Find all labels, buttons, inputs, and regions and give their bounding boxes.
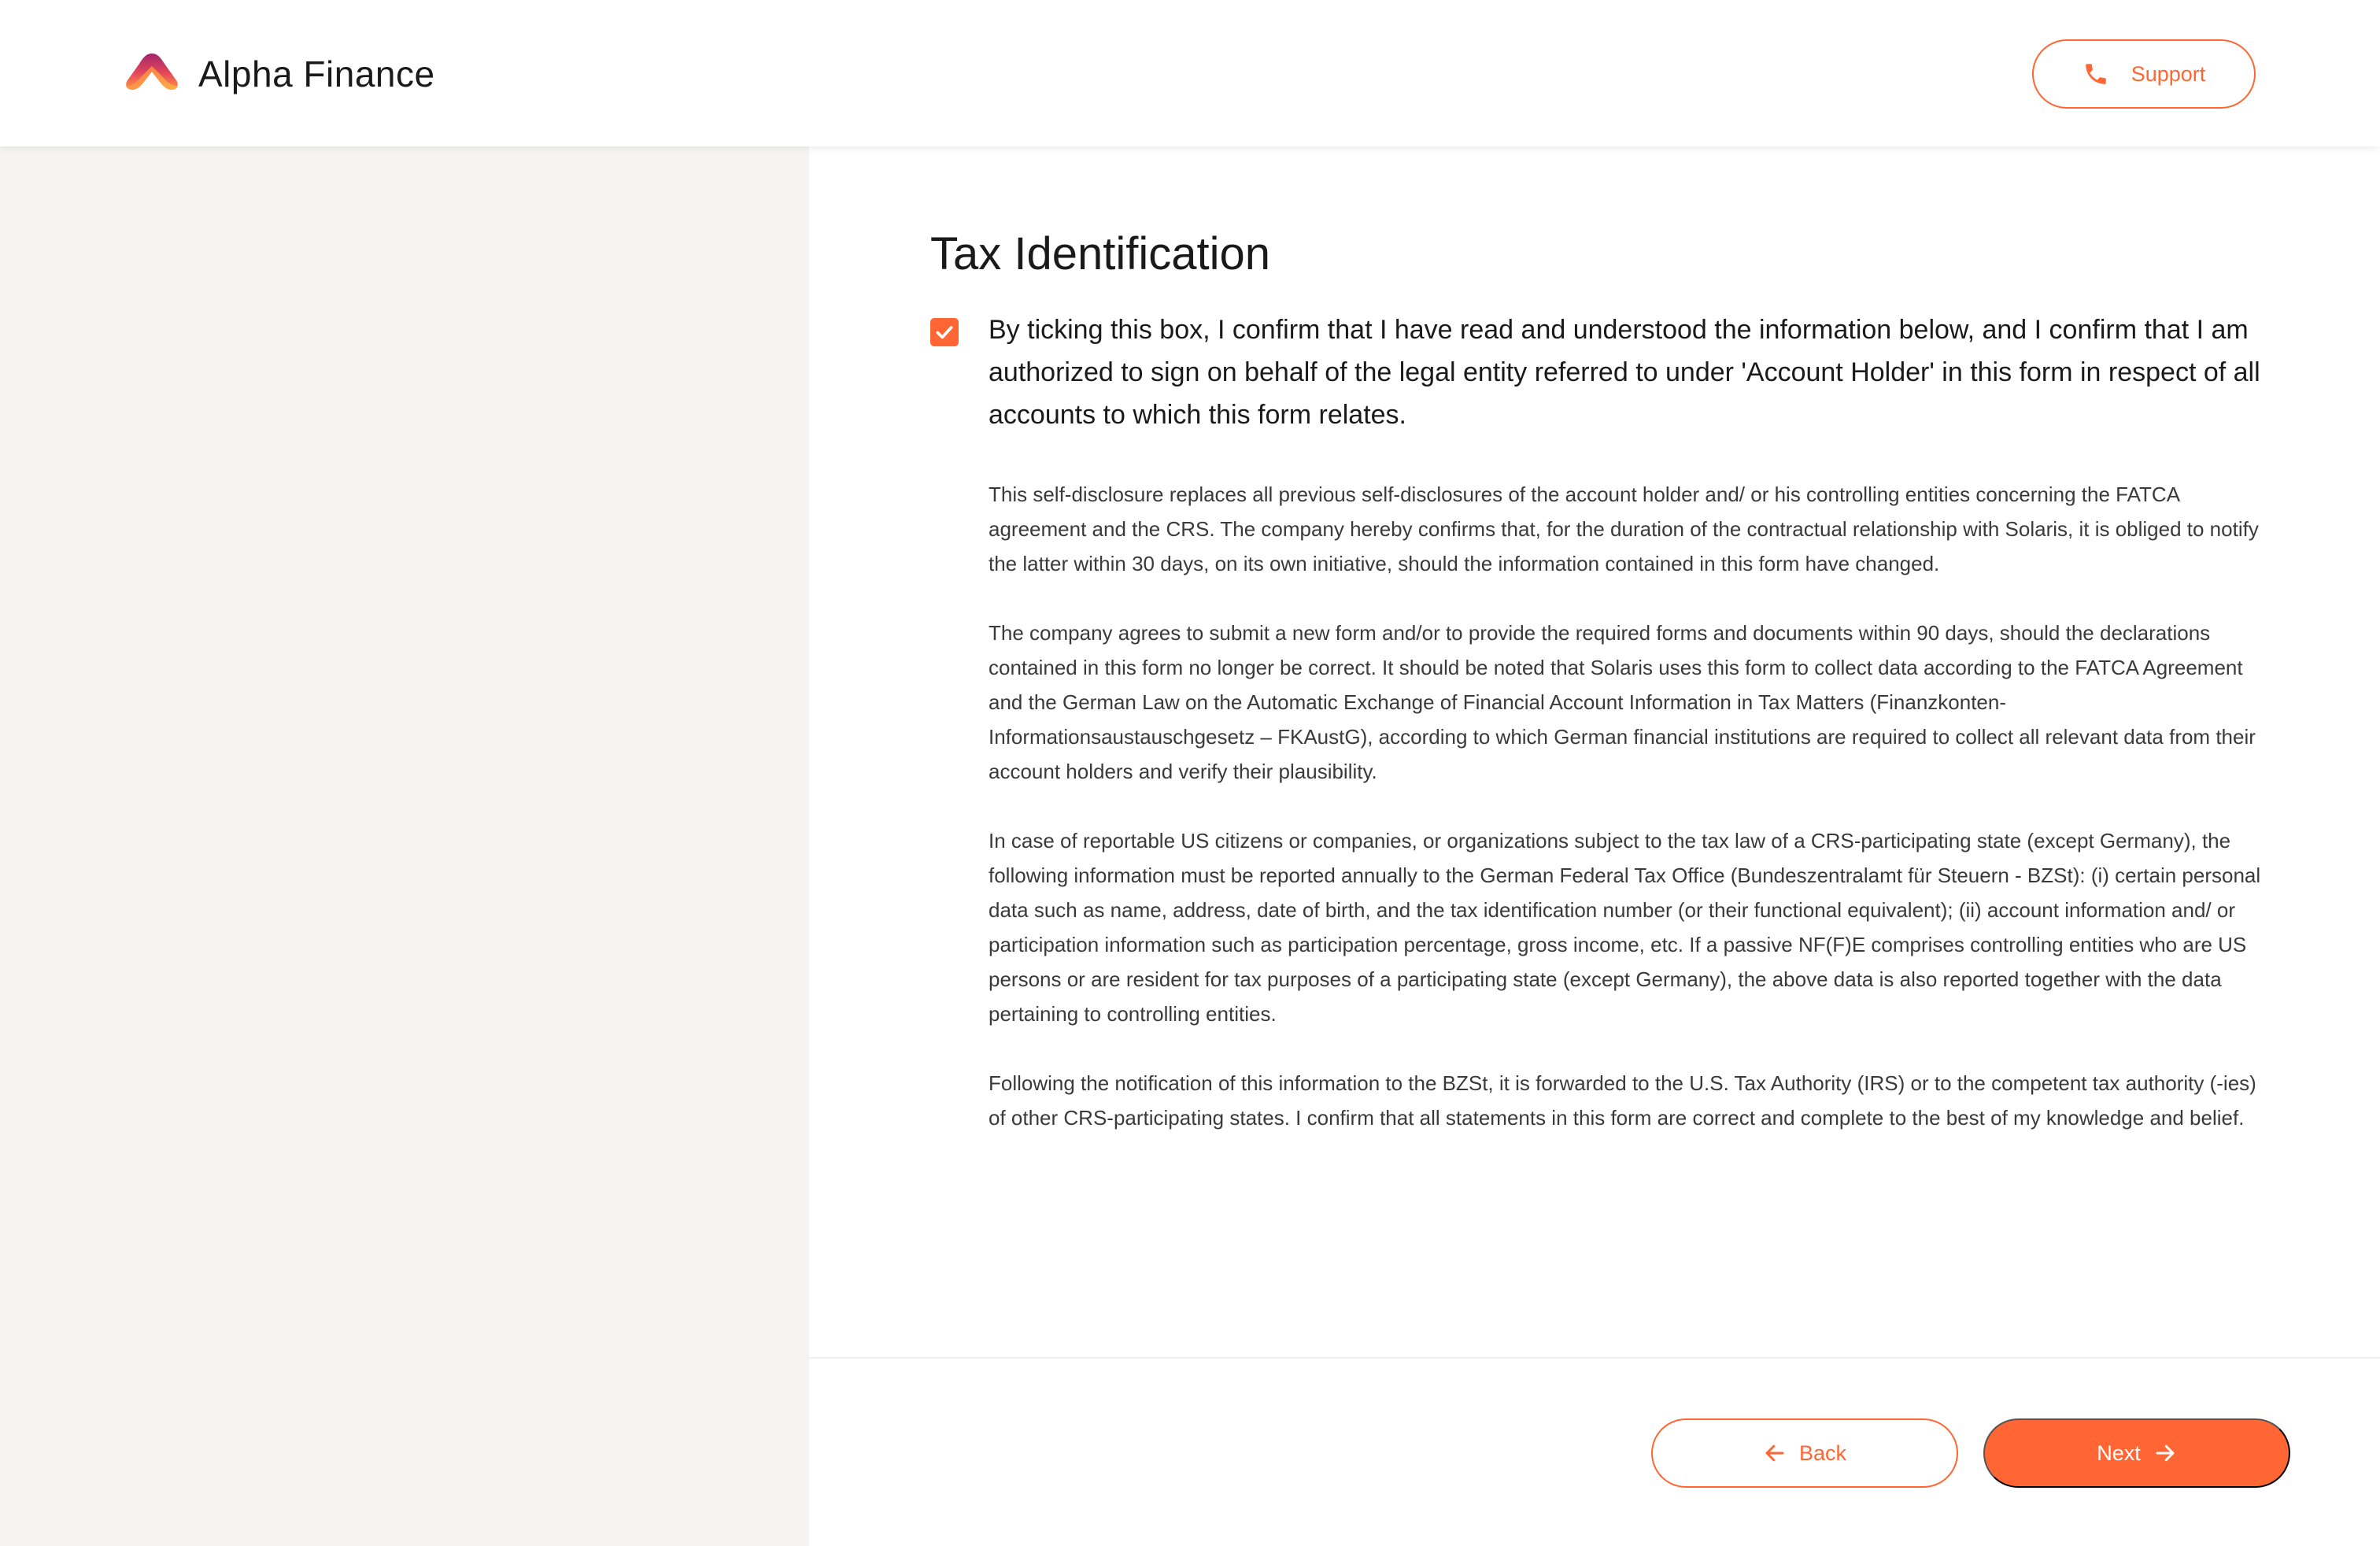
confirm-checkbox[interactable] bbox=[930, 318, 959, 346]
brand-name: Alpha Finance bbox=[198, 54, 435, 94]
disclosure-paragraph: This self-disclosure replaces all previous self-disclosures of the account holder and/ or his controlling entities concerning the FATCA agreement and the CRS. The company hereby confirms that, for the duration of the contractual relationship with Solaris, it is obliged to notify the latter within 30 days, on its own initiative, should the information contained in this form have changed. bbox=[989, 483, 2259, 575]
support-button-label: Support bbox=[2131, 61, 2206, 86]
back-button[interactable] bbox=[1651, 1418, 1958, 1488]
disclosure-paragraph: Following the notification of this information to the BZSt, it is forwarded to the U.S. Tax Authority (IRS) or to the competent tax authority (-ies) of other CRS-participating states. I confirm that all statements in this form are correct and complete to the best of my knowledge and belief. bbox=[989, 1071, 2256, 1130]
page-title: Tax Identification bbox=[930, 228, 1271, 279]
back-button-label: Back bbox=[1798, 1441, 1847, 1465]
confirm-checkbox-label: By ticking this box, I confirm that I have read and understood the information below, and I confirm that I am authorized to sign on behalf of the legal entity referred to under 'Account Holder' in this form in respect of all accounts to which this form relates. bbox=[989, 315, 2260, 430]
footer-divider bbox=[809, 1357, 2380, 1359]
header bbox=[0, 0, 2380, 146]
alpha-finance-logo bbox=[123, 50, 181, 93]
left-sidebar bbox=[0, 146, 809, 1546]
next-button[interactable] bbox=[1983, 1418, 2290, 1488]
check-icon bbox=[934, 322, 955, 342]
support-button[interactable] bbox=[2032, 39, 2256, 109]
disclosure-paragraph: The company agrees to submit a new form and/or to provide the required forms and documents within 90 days, should the declarations contained in this form no longer be correct. It should be noted that Solaris uses this form to collect data according to the FATCA Agreement and the German Law on the Automatic Exchange of Financial Account Information in Tax Matters (Finanzkonten- Informationsaustauschgesetz – FKAustG), according to which German financial institutions are required to collect all relevant data from their account holders and verify their plausibility. bbox=[989, 621, 2256, 783]
next-button-label: Next bbox=[2097, 1441, 2141, 1465]
disclosure-paragraph: In case of reportable US citizens or companies, or organizations subject to the tax law of a CRS-participating state (except Germany), the following information must be reported annually to the German Federal Tax Office (Bundeszentralamt für Steuern - BZSt): (i) certain personal data such as name, address, date of birth, and the tax identification number (or their functional equivalent); (ii) account information and/ or participation information such as participation percentage, gross income, etc. If a passive NF(F)E comprises controlling entities who are US persons or are resident for tax purposes of a participating state (except Germany), the above data is also reported together with the data pertaining to controlling entities. bbox=[989, 829, 2261, 1026]
phone-icon bbox=[2082, 61, 2109, 87]
arrow-left-icon bbox=[1763, 1441, 1787, 1465]
arrow-right-icon bbox=[2153, 1441, 2177, 1465]
disclosure-text bbox=[989, 477, 2264, 1170]
